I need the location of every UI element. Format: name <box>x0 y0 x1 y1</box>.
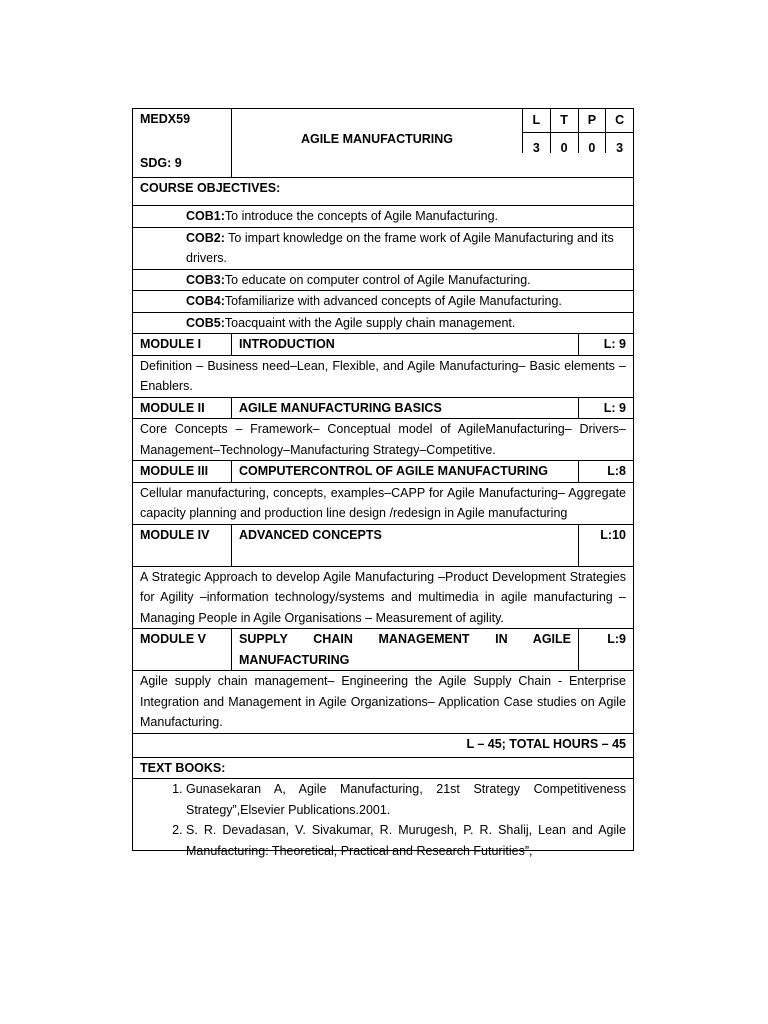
ltpc-label-l: L <box>522 109 550 132</box>
objective-row <box>133 269 633 291</box>
ltpc-label-t: T <box>550 109 578 132</box>
ltpc-label-p: P <box>578 109 606 132</box>
textbooks-row <box>133 778 633 858</box>
objectives-heading-row <box>133 177 633 205</box>
module-title: COMPUTERCONTROL OF AGILE MANUFACTURING <box>231 461 578 482</box>
module-title: SUPPLY CHAIN MANAGEMENT IN AGILE MANUFACTURING <box>231 629 578 670</box>
module-name: MODULE IV <box>140 527 210 542</box>
module-title: AGILE MANUFACTURING BASICS <box>231 398 578 419</box>
total-hours-row <box>133 733 633 757</box>
module-header <box>133 333 633 355</box>
module-content: Core Concepts – Framework– Conceptual model of AgileManufacturing– Drivers– Management–Technology–Manufacturing Strategy–Competitive. <box>140 422 626 457</box>
module-header <box>133 628 633 670</box>
objective-1: COB1:To introduce the concepts of Agile Manufacturing. <box>186 209 498 223</box>
module-name: MODULE I <box>140 337 202 351</box>
module-content-row <box>133 355 633 397</box>
module-content: Agile supply chain management– Engineering the Agile Supply Chain - Enterprise Integration and Management in Agile Organizations– Application Case studies on Agile Manufacturing. <box>140 674 626 729</box>
module-name: MODULE V <box>140 632 206 646</box>
module-content-row <box>133 418 633 460</box>
module-content-row <box>133 482 633 524</box>
objective-row <box>133 227 633 269</box>
textbook-list <box>133 779 633 858</box>
course-code-cell <box>133 109 231 177</box>
ltpc-value-l: 3 <box>522 133 550 153</box>
ltpc-label-c: C <box>605 109 633 132</box>
ltpc-value-t: 0 <box>550 133 578 153</box>
ltpc-grid <box>522 109 633 177</box>
module-hours: L:8 <box>578 461 633 482</box>
module-content: Cellular manufacturing, concepts, examples–CAPP for Agile Manufacturing– Aggregate capacity planning and production line design /redesign in Agile manufacturing <box>140 485 626 520</box>
module-name: MODULE III <box>140 464 209 478</box>
textbooks-heading: TEXT BOOKS: <box>140 760 226 775</box>
syllabus-table <box>132 108 634 858</box>
module-hours: L:10 <box>578 525 633 566</box>
objective-5: COB5:Toacquaint with the Agile supply chain management. <box>186 315 516 330</box>
module-content: A Strategic Approach to develop Agile Manufacturing –Product Development Strategies for Agility –information technology/systems and multimedia in agile manufacturing – Managing People in Agile Organisations – Measurement of agility. <box>140 569 626 625</box>
textbook-item: 1. Gunasekaran A, Agile Manufacturing, 21st Strategy Competitiveness Strategy”,Elsevier Publications.2001. <box>186 779 626 820</box>
course-code: MEDX59 <box>140 112 191 126</box>
ltpc-value-p: 0 <box>578 133 606 153</box>
objective-row <box>133 205 633 227</box>
module-hours: L: 9 <box>578 398 633 419</box>
sdg-label: SDG: 9 <box>140 156 182 170</box>
module-content: Definition – Business need–Lean, Flexible, and Agile Manufacturing– Basic elements –Enablers. <box>140 358 626 393</box>
objectives-heading: COURSE OBJECTIVES: <box>140 181 281 195</box>
textbook-item: 2. S. R. Devadasan, V. Sivakumar, R. Murugesh, P. R. Shalij, Lean and Agile Manufacturing: Theoretical, Practical and Research Futurities”, <box>186 820 626 861</box>
module-header <box>133 524 633 566</box>
objective-3: COB3:To educate on computer control of Agile Manufacturing. <box>186 272 531 287</box>
objective-row <box>133 290 633 312</box>
module-header <box>133 460 633 482</box>
module-hours: L: 9 <box>578 334 633 355</box>
objective-2: COB2: To impart knowledge on the frame work of Agile Manufacturing and its drivers. <box>186 230 614 265</box>
course-title: AGILE MANUFACTURING <box>231 109 522 177</box>
module-title: INTRODUCTION <box>231 334 578 355</box>
objective-row <box>133 312 633 334</box>
course-header <box>133 109 633 177</box>
module-name: MODULE II <box>140 400 205 415</box>
ltpc-value-c: 3 <box>605 133 633 153</box>
module-header <box>133 397 633 419</box>
module-content-row <box>133 566 633 629</box>
ltpc-labels <box>522 109 633 133</box>
total-hours: L – 45; TOTAL HOURS – 45 <box>466 736 626 751</box>
ltpc-values <box>522 133 633 153</box>
textbooks-heading-row <box>133 757 633 779</box>
module-title: ADVANCED CONCEPTS <box>231 525 578 566</box>
objective-4: COB4:Tofamiliarize with advanced concepts of Agile Manufacturing. <box>186 294 562 308</box>
module-content-row <box>133 670 633 733</box>
module-hours: L:9 <box>578 629 633 670</box>
